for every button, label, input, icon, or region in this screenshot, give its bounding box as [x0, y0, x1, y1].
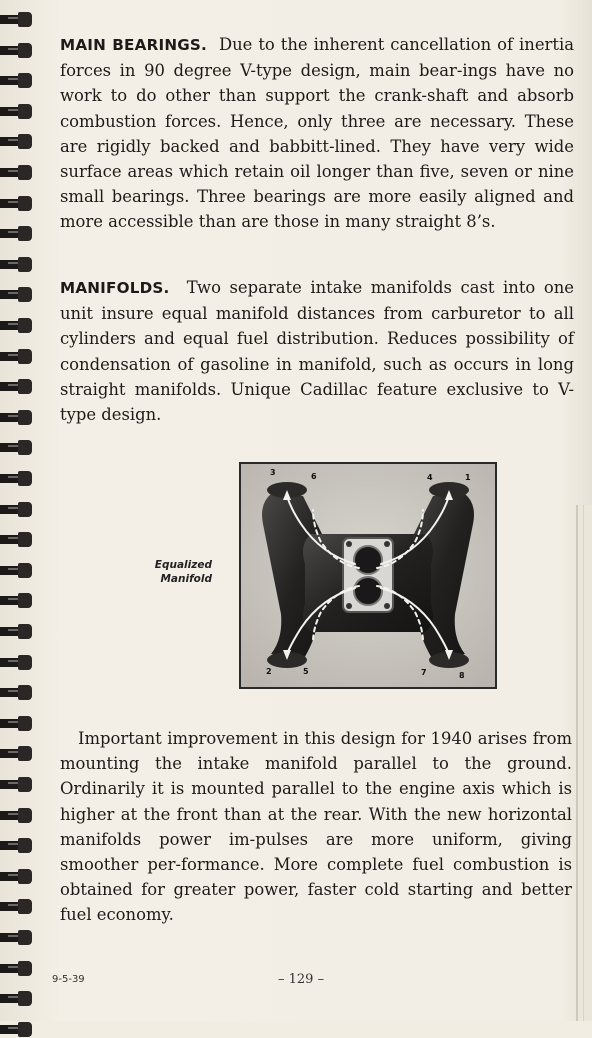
page-stack-edge — [576, 505, 592, 1021]
binding-ring — [0, 685, 34, 701]
binding-ring — [0, 808, 34, 824]
binding-ring — [0, 318, 34, 334]
binding-ring — [0, 165, 34, 181]
binding-ring — [0, 930, 34, 946]
port-label-6: 6 — [311, 472, 317, 481]
manifold-illustration — [241, 464, 495, 687]
binding-ring — [0, 410, 34, 426]
binding-ring — [0, 43, 34, 59]
binding-ring — [0, 1022, 34, 1038]
binding-ring — [0, 12, 34, 28]
port-label-3: 3 — [270, 468, 276, 477]
manifolds-heading: MANIFOLDS. — [60, 279, 170, 297]
manifolds-text: Two separate intake manifolds cast into one unit insure equal manifold distances from carburetor to all cylinders and equal fuel distribution. Reduces possibility of condensation of gasoline in manifold, such as occurs in long straight manifolds. Unique Cadillac feature exclusive to V-type design. — [60, 278, 574, 425]
binding-ring — [0, 777, 34, 793]
port-label-2: 2 — [266, 667, 272, 676]
binding-ring — [0, 655, 34, 671]
binding-ring — [0, 73, 34, 89]
manifolds-paragraph — [60, 275, 574, 427]
improvement-paragraph: Important improvement in this design for 1940 arises from mounting the intake manifold parallel to the ground. Ordinarily it is mounted parallel to the engine axis which is higher at the front than at the rear. With the new horizontal manifolds power im-pulses are more uniform, giving smoother per-formance. More complete fuel combustion is obtained for greater power, faster cold starting and better fuel economy. — [60, 729, 572, 925]
caption-line-1: Equalized — [154, 559, 212, 571]
page-number: – 129 – — [278, 972, 325, 987]
binding-ring — [0, 257, 34, 273]
binding-ring — [0, 379, 34, 395]
binding-ring — [0, 287, 34, 303]
page-stack-line — [583, 505, 584, 1021]
main-bearings-heading: MAIN BEARINGS. — [60, 36, 208, 54]
port-label-4: 4 — [427, 473, 433, 482]
binding-ring — [0, 226, 34, 242]
binding-ring — [0, 104, 34, 120]
binding-ring — [0, 134, 34, 150]
binding-ring — [0, 532, 34, 548]
binding-ring — [0, 471, 34, 487]
binding-ring — [0, 961, 34, 977]
port-label-5: 5 — [303, 667, 309, 676]
binding-ring — [0, 563, 34, 579]
port-label-8: 8 — [459, 671, 465, 680]
binding-ring — [0, 869, 34, 885]
binding-ring — [0, 746, 34, 762]
binding-ring — [0, 991, 34, 1007]
binding-ring — [0, 838, 34, 854]
binding-ring — [0, 196, 34, 212]
main-bearings-paragraph — [60, 32, 574, 235]
binding-ring — [0, 440, 34, 456]
footer-date: 9-5-39 — [52, 974, 85, 985]
binding-ring — [0, 349, 34, 365]
port-label-7: 7 — [421, 668, 427, 677]
figure-caption — [140, 558, 212, 586]
binding-ring — [0, 502, 34, 518]
binding-ring — [0, 624, 34, 640]
port-label-1: 1 — [465, 473, 471, 482]
spiral-binding — [0, 0, 40, 1021]
manifold-photo — [239, 462, 497, 689]
binding-ring — [0, 716, 34, 732]
caption-line-2: Manifold — [160, 573, 212, 585]
binding-ring — [0, 593, 34, 609]
binding-ring — [0, 899, 34, 915]
main-bearings-text: Due to the inherent cancellation of inertia forces in 90 degree V-type design, main bear-ings have no work to do other than support the crank-shaft and absorb combustion forces. Hence, only three are necessary. These are rigidly backed and babbitt-lined. They have very wide surface areas which retain oil longer than five, seven or nine small bearings. Three bearings are more easily aligned and more accessible than are those in many straight 8’s. — [60, 35, 574, 232]
